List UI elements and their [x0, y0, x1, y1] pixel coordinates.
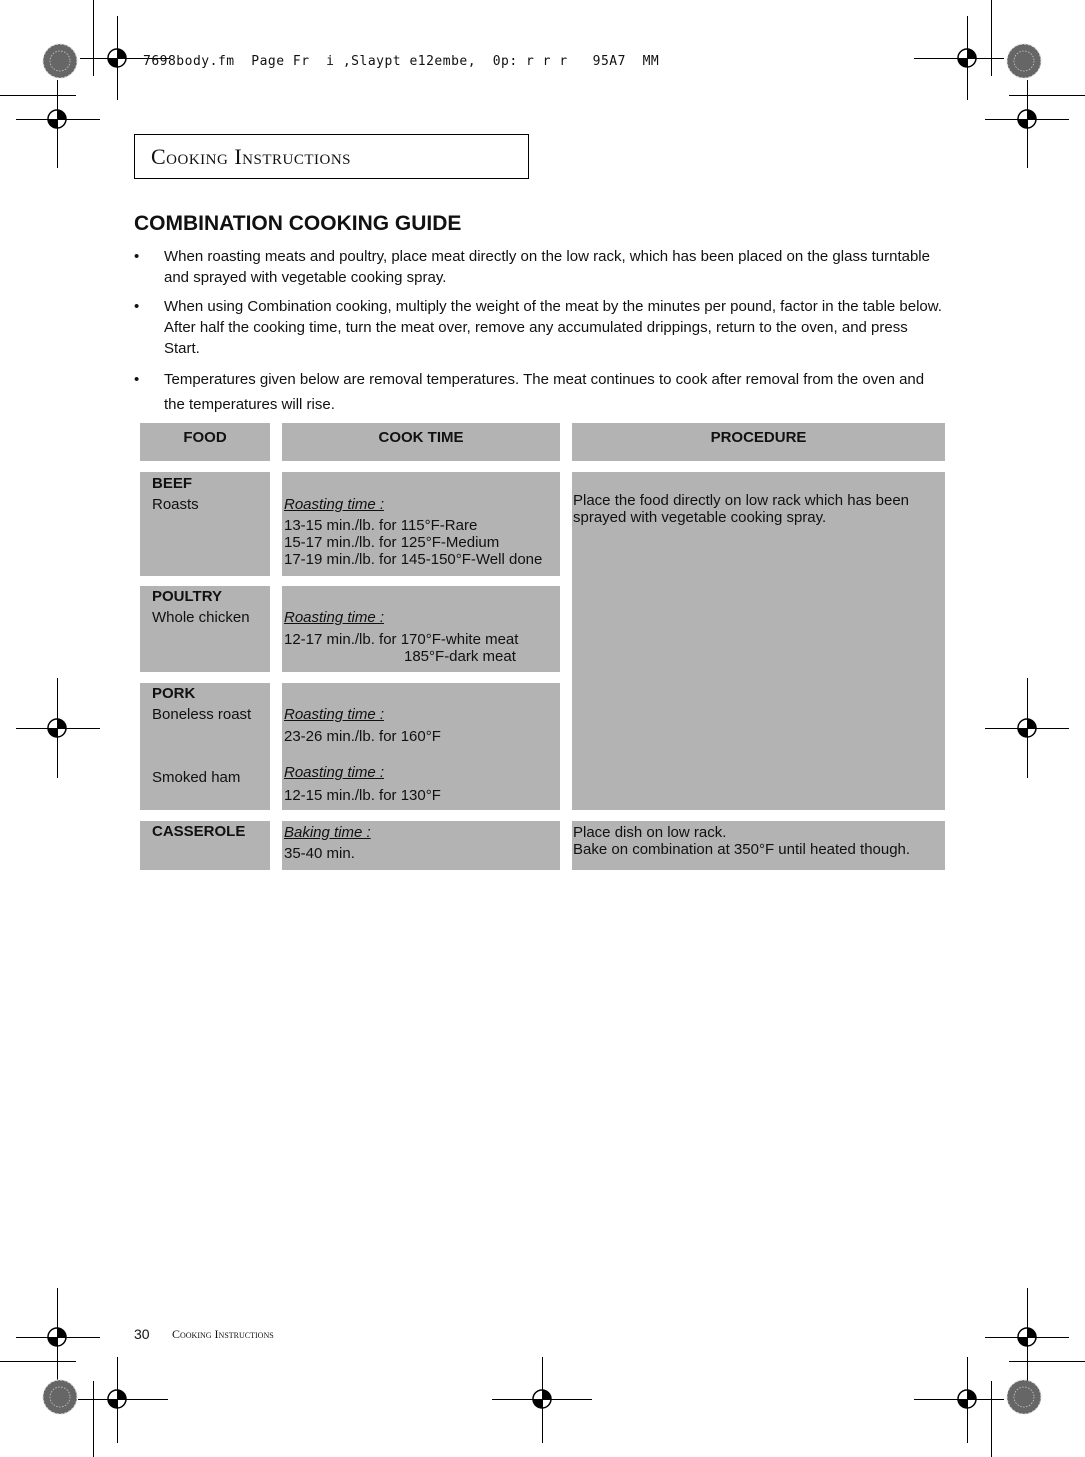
food-name: PORK — [152, 685, 196, 702]
cook-time-line: 12-15 min./lb. for 130°F — [284, 787, 441, 804]
registration-mark-icon — [1015, 716, 1039, 740]
cook-time-cell-casserole — [282, 821, 560, 870]
procedure-line: Place dish on low rack. — [573, 824, 727, 841]
cook-time-line: 15-17 min./lb. for 125°F-Medium — [284, 534, 500, 551]
registration-mark-icon — [45, 107, 69, 131]
list-item — [134, 296, 946, 359]
roasting-time-label: Roasting time : — [284, 764, 385, 781]
color-target-icon — [1006, 43, 1042, 79]
cook-time-line: 23-26 min./lb. for 160°F — [284, 728, 441, 745]
procedure-line: Place the food directly on low rack which has been — [573, 492, 910, 509]
bullet-icon: • — [134, 248, 140, 265]
procedure-line: Bake on combination at 350°F until heated though. — [573, 841, 911, 858]
roasting-time-label: Roasting time : — [284, 609, 385, 626]
bullet-icon: • — [134, 371, 140, 388]
color-target-icon — [1006, 1379, 1042, 1415]
bullet-list — [134, 246, 946, 425]
roasting-time-label: Roasting time : — [284, 496, 385, 513]
registration-mark-icon — [1015, 107, 1039, 131]
bullet-text: When using Combination cooking, multiply the weight of the meat by the minutes per pound, factor in the table below. After half the cooking time, turn the meat over, remove any accumulated drippings, return to the oven, and press Start. — [164, 298, 942, 357]
list-item — [134, 246, 946, 288]
food-cell-casserole — [140, 821, 270, 870]
cook-time-line: 17-19 min./lb. for 145-150°F-Well done — [284, 551, 543, 568]
section-header-box — [134, 134, 529, 179]
cook-time-line: 12-17 min./lb. for 170°F-white meat — [284, 631, 519, 648]
procedure-cell-meats — [572, 472, 945, 810]
food-cell-beef — [140, 472, 270, 576]
column-header-cook-time: COOK TIME — [282, 423, 560, 461]
roasting-time-label: Roasting time : — [284, 706, 385, 723]
cook-time-line: 35-40 min. — [284, 845, 355, 862]
procedure-cell-casserole — [572, 821, 945, 870]
cook-time-cell-pork — [282, 683, 560, 810]
registration-mark-icon — [530, 1387, 554, 1411]
cook-time-cell-beef — [282, 472, 560, 576]
registration-mark-icon — [1015, 1325, 1039, 1349]
bullet-text: Temperatures given below are removal temperatures. The meat continues to cook after removal from the oven and the temperatures will rise. — [164, 371, 925, 413]
color-target-icon — [42, 43, 78, 79]
food-name: CASSEROLE — [152, 823, 246, 840]
bullet-text: When roasting meats and poultry, place meat directly on the low rack, which has been placed on the glass turntable and sprayed with vegetable cooking spray. — [164, 248, 930, 286]
page-title: COMBINATION COOKING GUIDE — [134, 212, 462, 235]
food-item: Boneless roast — [152, 706, 252, 723]
list-item — [134, 367, 946, 417]
cook-time-cell-poultry — [282, 586, 560, 672]
food-item: Smoked ham — [152, 769, 241, 786]
registration-mark-icon — [105, 46, 129, 70]
bullet-icon: • — [134, 298, 140, 315]
registration-mark-icon — [955, 46, 979, 70]
food-item: Whole chicken — [152, 609, 250, 626]
column-header-procedure: PROCEDURE — [572, 423, 945, 461]
food-cell-poultry — [140, 586, 270, 672]
column-header-food: FOOD — [140, 423, 270, 461]
food-item: Roasts — [152, 496, 199, 513]
food-name: POULTRY — [152, 588, 222, 605]
page-number: 30 — [134, 1326, 150, 1342]
cook-time-line: 13-15 min./lb. for 115°F-Rare — [284, 517, 478, 534]
food-name: BEEF — [152, 475, 193, 492]
registration-mark-icon — [105, 1387, 129, 1411]
registration-mark-icon — [45, 1325, 69, 1349]
cook-time-line: 185°F-dark meat — [404, 648, 516, 665]
section-header-title: Cooking Instructions — [151, 144, 352, 169]
baking-time-label: Baking time : — [284, 824, 371, 841]
footer-section-title: Cooking Instructions — [172, 1327, 274, 1341]
procedure-line: sprayed with vegetable cooking spray. — [573, 509, 827, 526]
registration-mark-icon — [45, 716, 69, 740]
color-target-icon — [42, 1379, 78, 1415]
print-slug: 7698body.fm Page Fr i ,Slaypt e12embe, 0p: r r r 95A7 MM — [143, 54, 660, 69]
registration-mark-icon — [955, 1387, 979, 1411]
food-cell-pork — [140, 683, 270, 810]
